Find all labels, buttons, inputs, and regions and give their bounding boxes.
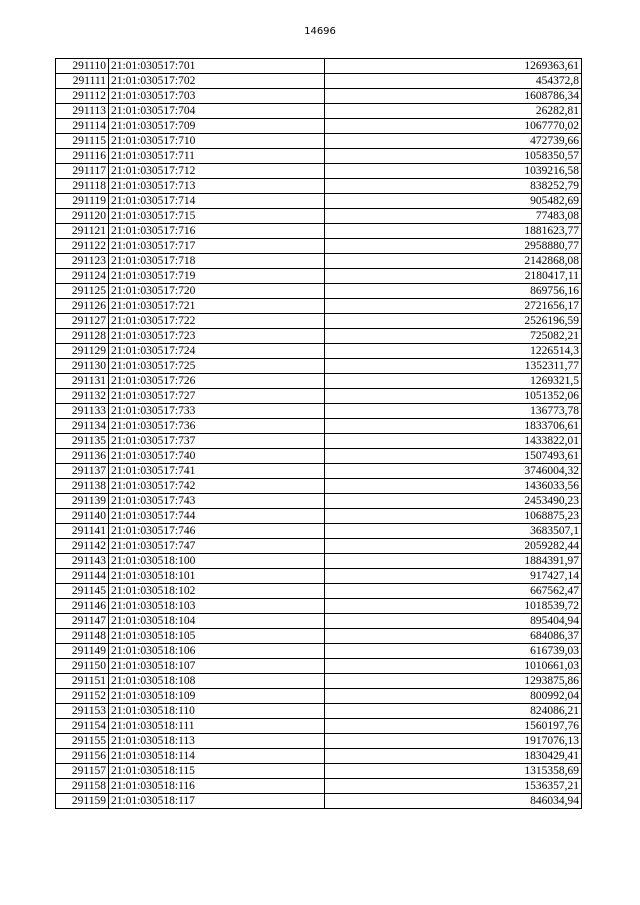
table-row: [56, 689, 582, 704]
row-number-cell: 291126: [56, 299, 109, 314]
cadastral-number-cell: 21:01:030518:107: [109, 659, 325, 674]
cadastral-value-cell: 1352311,77: [325, 359, 582, 374]
cadastral-value-cell: 1226514,3: [325, 344, 582, 359]
cadastral-number-cell: 21:01:030517:733: [109, 404, 325, 419]
table-row: [56, 194, 582, 209]
cadastral-number-cell: 21:01:030518:105: [109, 629, 325, 644]
row-number-cell: 291156: [56, 749, 109, 764]
row-number-cell: 291137: [56, 464, 109, 479]
cadastral-value-cell: 1560197,76: [325, 719, 582, 734]
cadastral-number-cell: 21:01:030517:711: [109, 149, 325, 164]
cadastral-number-cell: 21:01:030517:737: [109, 434, 325, 449]
row-number-cell: 291153: [56, 704, 109, 719]
cadastral-number-cell: 21:01:030518:111: [109, 719, 325, 734]
row-number-cell: 291155: [56, 734, 109, 749]
table-row: [56, 284, 582, 299]
table-row: [56, 449, 582, 464]
cadastral-number-cell: 21:01:030517:722: [109, 314, 325, 329]
row-number-cell: 291113: [56, 104, 109, 119]
table-row: [56, 509, 582, 524]
cadastral-value-cell: 1010661,03: [325, 659, 582, 674]
table-row: [56, 89, 582, 104]
cadastral-number-cell: 21:01:030518:106: [109, 644, 325, 659]
row-number-cell: 291143: [56, 554, 109, 569]
table-row: [56, 764, 582, 779]
cadastral-value-cell: 1068875,23: [325, 509, 582, 524]
cadastral-value-cell: 2180417,11: [325, 269, 582, 284]
cadastral-number-cell: 21:01:030517:715: [109, 209, 325, 224]
table-row: [56, 629, 582, 644]
cadastral-number-cell: 21:01:030517:727: [109, 389, 325, 404]
table-row: [56, 644, 582, 659]
table-row: [56, 419, 582, 434]
table-row: [56, 734, 582, 749]
table-row: [56, 524, 582, 539]
row-number-cell: 291150: [56, 659, 109, 674]
cadastral-value-cell: 2958880,77: [325, 239, 582, 254]
cadastral-value-cell: 1315358,69: [325, 764, 582, 779]
row-number-cell: 291147: [56, 614, 109, 629]
cadastral-number-cell: 21:01:030517:724: [109, 344, 325, 359]
cadastral-value-cell: 1436033,56: [325, 479, 582, 494]
cadastral-value-cell: 1536357,21: [325, 779, 582, 794]
cadastral-number-cell: 21:01:030517:742: [109, 479, 325, 494]
cadastral-number-cell: 21:01:030518:104: [109, 614, 325, 629]
cadastral-value-cell: 3746004,32: [325, 464, 582, 479]
cadastral-number-cell: 21:01:030517:746: [109, 524, 325, 539]
cadastral-number-cell: 21:01:030517:702: [109, 74, 325, 89]
row-number-cell: 291131: [56, 374, 109, 389]
row-number-cell: 291154: [56, 719, 109, 734]
table-row: [56, 359, 582, 374]
row-number-cell: 291140: [56, 509, 109, 524]
cadastral-value-cell: 1293875,86: [325, 674, 582, 689]
cadastral-number-cell: 21:01:030517:740: [109, 449, 325, 464]
row-number-cell: 291149: [56, 644, 109, 659]
cadastral-value-cell: 1830429,41: [325, 749, 582, 764]
cadastral-value-cell: 3683507,1: [325, 524, 582, 539]
row-number-cell: 291132: [56, 389, 109, 404]
cadastral-number-cell: 21:01:030517:712: [109, 164, 325, 179]
cadastral-number-cell: 21:01:030517:719: [109, 269, 325, 284]
row-number-cell: 291135: [56, 434, 109, 449]
cadastral-value-cell: 905482,69: [325, 194, 582, 209]
table-row: [56, 149, 582, 164]
table-row: [56, 404, 582, 419]
table-row: [56, 59, 582, 74]
table-body: [56, 59, 582, 809]
cadastral-number-cell: 21:01:030518:102: [109, 584, 325, 599]
table-row: [56, 269, 582, 284]
row-number-cell: 291139: [56, 494, 109, 509]
cadastral-number-cell: 21:01:030517:709: [109, 119, 325, 134]
table-row: [56, 314, 582, 329]
table-row: [56, 539, 582, 554]
cadastral-number-cell: 21:01:030517:747: [109, 539, 325, 554]
cadastral-number-cell: 21:01:030517:720: [109, 284, 325, 299]
row-number-cell: 291158: [56, 779, 109, 794]
row-number-cell: 291152: [56, 689, 109, 704]
row-number-cell: 291110: [56, 59, 109, 74]
cadastral-value-cell: 667562,47: [325, 584, 582, 599]
row-number-cell: 291148: [56, 629, 109, 644]
table-row: [56, 134, 582, 149]
row-number-cell: 291142: [56, 539, 109, 554]
row-number-cell: 291125: [56, 284, 109, 299]
cadastral-value-cell: 26282,81: [325, 104, 582, 119]
row-number-cell: 291111: [56, 74, 109, 89]
cadastral-number-cell: 21:01:030517:725: [109, 359, 325, 374]
table-row: [56, 164, 582, 179]
cadastral-value-cell: 77483,08: [325, 209, 582, 224]
table-row: [56, 239, 582, 254]
table-row: [56, 254, 582, 269]
table-row: [56, 329, 582, 344]
table-row: [56, 554, 582, 569]
table-row: [56, 494, 582, 509]
cadastral-number-cell: 21:01:030518:110: [109, 704, 325, 719]
table-row: [56, 779, 582, 794]
cadastral-value-cell: 725082,21: [325, 329, 582, 344]
cadastral-number-cell: 21:01:030517:741: [109, 464, 325, 479]
cadastral-value-cell: 846034,94: [325, 794, 582, 809]
row-number-cell: 291112: [56, 89, 109, 104]
cadastral-value-cell: 824086,21: [325, 704, 582, 719]
cadastral-value-cell: 472739,66: [325, 134, 582, 149]
cadastral-value-cell: 2059282,44: [325, 539, 582, 554]
row-number-cell: 291119: [56, 194, 109, 209]
row-number-cell: 291159: [56, 794, 109, 809]
table-row: [56, 704, 582, 719]
cadastral-number-cell: 21:01:030518:114: [109, 749, 325, 764]
cadastral-number-cell: 21:01:030518:108: [109, 674, 325, 689]
table-row: [56, 719, 582, 734]
table-row: [56, 674, 582, 689]
cadastral-number-cell: 21:01:030517:743: [109, 494, 325, 509]
cadastral-number-cell: 21:01:030518:109: [109, 689, 325, 704]
row-number-cell: 291127: [56, 314, 109, 329]
cadastral-value-cell: 136773,78: [325, 404, 582, 419]
cadastral-value-cell: 1058350,57: [325, 149, 582, 164]
cadastral-number-cell: 21:01:030517:736: [109, 419, 325, 434]
table-row: [56, 104, 582, 119]
row-number-cell: 291122: [56, 239, 109, 254]
cadastral-value-cell: 1884391,97: [325, 554, 582, 569]
row-number-cell: 291151: [56, 674, 109, 689]
table-row: [56, 479, 582, 494]
row-number-cell: 291138: [56, 479, 109, 494]
cadastral-number-cell: 21:01:030518:115: [109, 764, 325, 779]
table-row: [56, 569, 582, 584]
cadastral-value-cell: 1051352,06: [325, 389, 582, 404]
table-row: [56, 599, 582, 614]
table-row: [56, 464, 582, 479]
cadastral-number-cell: 21:01:030517:717: [109, 239, 325, 254]
cadastral-value-cell: 454372,8: [325, 74, 582, 89]
cadastral-number-cell: 21:01:030517:703: [109, 89, 325, 104]
cadastral-value-cell: 800992,04: [325, 689, 582, 704]
cadastral-value-cell: 1018539,72: [325, 599, 582, 614]
row-number-cell: 291123: [56, 254, 109, 269]
row-number-cell: 291145: [56, 584, 109, 599]
cadastral-value-cell: 684086,37: [325, 629, 582, 644]
table-row: [56, 119, 582, 134]
row-number-cell: 291134: [56, 419, 109, 434]
row-number-cell: 291146: [56, 599, 109, 614]
cadastral-number-cell: 21:01:030517:713: [109, 179, 325, 194]
cadastral-number-cell: 21:01:030518:100: [109, 554, 325, 569]
cadastral-number-cell: 21:01:030517:723: [109, 329, 325, 344]
row-number-cell: 291141: [56, 524, 109, 539]
cadastral-value-table: [55, 58, 582, 809]
cadastral-number-cell: 21:01:030518:103: [109, 599, 325, 614]
cadastral-value-cell: 917427,14: [325, 569, 582, 584]
table-row: [56, 374, 582, 389]
cadastral-number-cell: 21:01:030518:101: [109, 569, 325, 584]
cadastral-number-cell: 21:01:030518:116: [109, 779, 325, 794]
cadastral-number-cell: 21:01:030518:113: [109, 734, 325, 749]
table-row: [56, 74, 582, 89]
row-number-cell: 291157: [56, 764, 109, 779]
table-row: [56, 389, 582, 404]
cadastral-number-cell: 21:01:030517:704: [109, 104, 325, 119]
cadastral-value-cell: 2721656,17: [325, 299, 582, 314]
row-number-cell: 291133: [56, 404, 109, 419]
row-number-cell: 291120: [56, 209, 109, 224]
cadastral-value-cell: 1917076,13: [325, 734, 582, 749]
cadastral-value-cell: 2526196,59: [325, 314, 582, 329]
row-number-cell: 291117: [56, 164, 109, 179]
cadastral-value-cell: 1269363,61: [325, 59, 582, 74]
cadastral-value-cell: 1269321,5: [325, 374, 582, 389]
row-number-cell: 291144: [56, 569, 109, 584]
table-row: [56, 209, 582, 224]
cadastral-value-cell: 1039216,58: [325, 164, 582, 179]
row-number-cell: 291136: [56, 449, 109, 464]
cadastral-value-cell: 1507493,61: [325, 449, 582, 464]
cadastral-value-cell: 2142868,08: [325, 254, 582, 269]
cadastral-number-cell: 21:01:030517:721: [109, 299, 325, 314]
table-row: [56, 224, 582, 239]
cadastral-value-cell: 1433822,01: [325, 434, 582, 449]
table-row: [56, 794, 582, 809]
row-number-cell: 291118: [56, 179, 109, 194]
cadastral-value-cell: 1067770,02: [325, 119, 582, 134]
table-row: [56, 434, 582, 449]
cadastral-number-cell: 21:01:030517:718: [109, 254, 325, 269]
row-number-cell: 291116: [56, 149, 109, 164]
cadastral-value-cell: 2453490,23: [325, 494, 582, 509]
table-row: [56, 584, 582, 599]
row-number-cell: 291128: [56, 329, 109, 344]
cadastral-value-cell: 869756,16: [325, 284, 582, 299]
row-number-cell: 291114: [56, 119, 109, 134]
cadastral-number-cell: 21:01:030518:117: [109, 794, 325, 809]
cadastral-number-cell: 21:01:030517:716: [109, 224, 325, 239]
cadastral-value-cell: 838252,79: [325, 179, 582, 194]
table-row: [56, 614, 582, 629]
cadastral-value-cell: 616739,03: [325, 644, 582, 659]
table-row: [56, 659, 582, 674]
page-number: 14696: [304, 26, 336, 37]
cadastral-number-cell: 21:01:030517:726: [109, 374, 325, 389]
cadastral-number-cell: 21:01:030517:710: [109, 134, 325, 149]
row-number-cell: 291129: [56, 344, 109, 359]
cadastral-value-cell: 1608786,34: [325, 89, 582, 104]
cadastral-number-cell: 21:01:030517:714: [109, 194, 325, 209]
cadastral-number-cell: 21:01:030517:701: [109, 59, 325, 74]
row-number-cell: 291121: [56, 224, 109, 239]
table-row: [56, 299, 582, 314]
cadastral-value-cell: 1881623,77: [325, 224, 582, 239]
row-number-cell: 291124: [56, 269, 109, 284]
table-row: [56, 179, 582, 194]
table-row: [56, 344, 582, 359]
cadastral-number-cell: 21:01:030517:744: [109, 509, 325, 524]
row-number-cell: 291130: [56, 359, 109, 374]
table-row: [56, 749, 582, 764]
cadastral-value-cell: 895404,94: [325, 614, 582, 629]
row-number-cell: 291115: [56, 134, 109, 149]
cadastral-value-cell: 1833706,61: [325, 419, 582, 434]
